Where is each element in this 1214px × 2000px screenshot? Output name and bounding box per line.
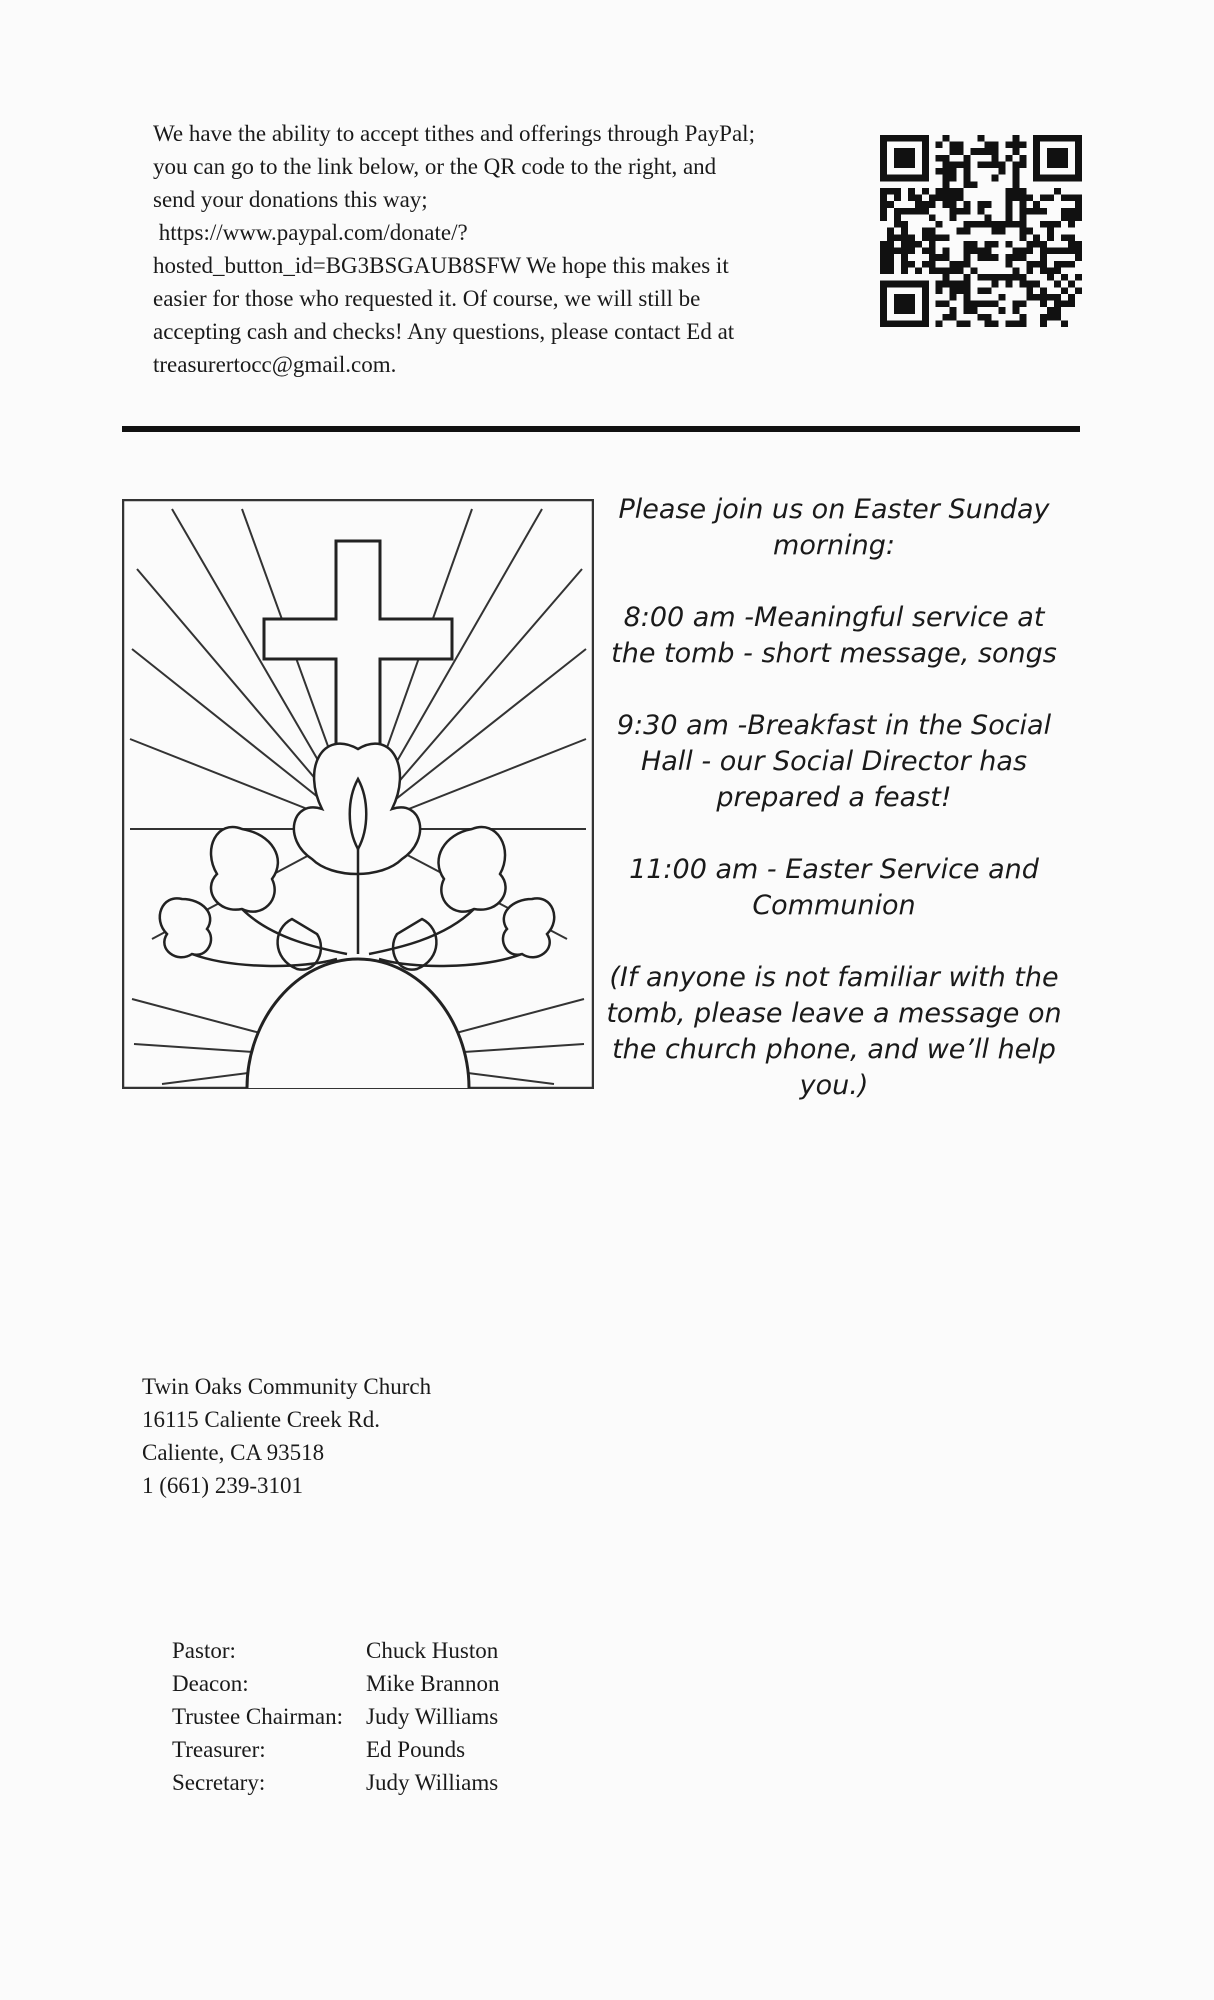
easter-schedule: [604, 492, 1064, 1140]
paypal-line: We have the ability to accept tithes and offerings through PayPal;: [153, 121, 755, 146]
church-address: [142, 1370, 431, 1502]
church-phone[interactable]: 1 (661) 239-3101: [142, 1473, 303, 1498]
officer-row: [172, 1667, 500, 1700]
officer-row: [172, 1700, 500, 1733]
officer-name: Mike Brannon: [366, 1671, 500, 1696]
treasurer-email-line[interactable]: treasurertocc@gmail.com.: [153, 352, 397, 377]
officer-row: [172, 1733, 500, 1766]
paypal-line: send your donations this way;: [153, 187, 428, 212]
church-name: Twin Oaks Community Church: [142, 1374, 432, 1399]
paypal-line: you can go to the link below, or the QR code to the right, and: [153, 154, 717, 179]
officer-name: Chuck Huston: [366, 1638, 499, 1663]
officer-role: Trustee Chairman:: [172, 1704, 343, 1729]
paypal-line: accepting cash and checks! Any questions, please contact Ed at: [153, 319, 735, 344]
paypal-link-line[interactable]: https://www.paypal.com/donate/?: [153, 220, 468, 245]
officer-role: Deacon:: [172, 1671, 249, 1696]
section-divider: [122, 426, 1080, 432]
paypal-line: easier for those who requested it. Of course, we will still be: [153, 286, 701, 311]
easter-930-breakfast: 9:30 am -Breakfast in the Social Hall - our Social Director has prepared a feast!: [616, 710, 1052, 813]
officer-name: Judy Williams: [366, 1770, 499, 1795]
church-officers: [172, 1634, 500, 1799]
qr-code-icon[interactable]: [880, 135, 1082, 327]
easter-11am-service: 11:00 am - Easter Service and Communion: [629, 854, 1039, 921]
officer-role: Pastor:: [172, 1638, 236, 1663]
easter-tomb-note: (If anyone is not familiar with the tomb, please leave a message on the church phone, and we’ll help you.): [606, 962, 1062, 1101]
officer-name: Judy Williams: [366, 1704, 499, 1729]
officer-row: [172, 1766, 500, 1799]
church-street: 16115 Caliente Creek Rd.: [142, 1407, 381, 1432]
officer-name: Ed Pounds: [366, 1737, 466, 1762]
easter-intro: Please join us on Easter Sunday morning:: [618, 494, 1050, 561]
cross-lilies-illustration: [122, 499, 594, 1089]
officer-row: [172, 1634, 500, 1667]
officer-role: Secretary:: [172, 1770, 266, 1795]
easter-8am-service: 8:00 am -Meaningful service at the tomb - short message, songs: [611, 602, 1057, 669]
paypal-donation-paragraph: [153, 117, 813, 381]
officer-role: Treasurer:: [172, 1737, 266, 1762]
paypal-line: hosted_button_id=BG3BSGAUB8SFW We hope this makes it: [153, 253, 729, 278]
church-city: Caliente, CA 93518: [142, 1440, 325, 1465]
